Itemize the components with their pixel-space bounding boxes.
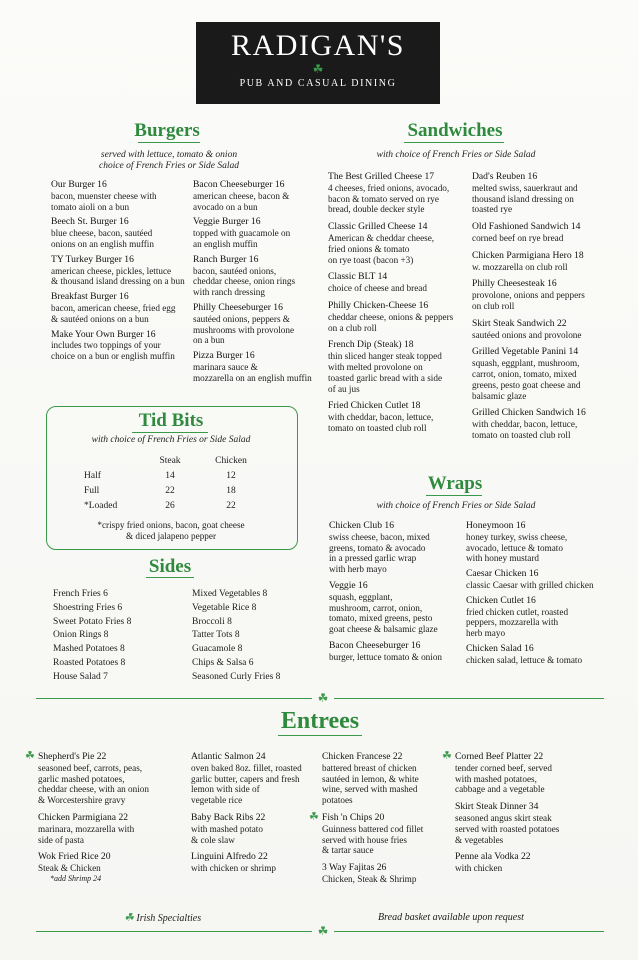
menu-item [191, 852, 331, 874]
bottom-divider-right [334, 931, 604, 932]
wraps-note: with choice of French Fries or Side Salad [376, 501, 536, 511]
menu-item-desc: honey turkey, swiss cheese, [466, 531, 568, 542]
menu-item [51, 255, 193, 287]
menu-item-desc: marinara sauce & [193, 361, 258, 372]
menu-item-desc: thousand island dressing on [472, 193, 574, 204]
menu-item-desc: with herb mayo [329, 564, 387, 575]
menu-item-desc: tomato on toasted club roll [472, 429, 571, 440]
menu-item [25, 750, 188, 806]
menu-item-desc: greens, pesto goat cheese and [472, 379, 581, 390]
menu-item-title: Veggie Burger 16 [193, 216, 261, 228]
menu-item [329, 641, 465, 663]
menu-item-desc: squash, eggplant, mushroom, [472, 358, 580, 369]
menu-item-desc: tomato aioli on a bun [51, 201, 130, 212]
menu-item-title: Shepherd's Pie 22 [38, 751, 107, 762]
menu-item-desc: with melted provolone on [328, 361, 423, 372]
menu-item-title: Grilled Chicken Sandwich 16 [472, 407, 586, 419]
side-item: French Fries 6 [53, 589, 108, 599]
menu-item-desc: with honey mustard [466, 553, 539, 564]
menu-item-desc: potatoes [322, 795, 353, 806]
menu-item-title: TY Turkey Burger 16 [51, 253, 134, 265]
menu-item-desc: served with roasted potatoes [455, 823, 560, 834]
shamrock-icon: ☘ [317, 691, 329, 705]
menu-item-desc: & Worcestershire gravy [38, 795, 126, 806]
menu-item [466, 569, 598, 591]
menu-item-title: Bacon Cheeseburger 16 [329, 639, 421, 651]
menu-item-desc: swiss cheese, bacon, mixed [329, 531, 430, 542]
menu-item [322, 752, 458, 806]
menu-item-desc: oven baked 8oz. fillet, roasted [191, 762, 302, 773]
restaurant-name: RADIGAN'S [231, 29, 405, 62]
shamrock-icon: ☘ [317, 924, 329, 938]
menu-item [472, 347, 598, 401]
entrees-heading: Entrees [280, 708, 360, 734]
menu-item-desc: thin sliced hanger steak topped [328, 351, 442, 362]
menu-item-desc: chicken salad, lettuce & tomato [466, 654, 583, 665]
shamrock-icon: ☘ [312, 62, 324, 76]
menu-item-desc: seasoned beef, carrots, peas, [38, 762, 143, 773]
menu-item [328, 401, 470, 433]
menu-item [193, 217, 315, 249]
menu-item [466, 644, 598, 666]
menu-item-desc: an english muffin [193, 238, 258, 249]
menu-item-desc: served with house fries [322, 834, 407, 845]
menu-item-title: Grilled Vegetable Panini 14 [472, 346, 579, 358]
menu-item-desc: topped with guacamole on [193, 228, 291, 239]
side-item: Tatter Tots 8 [192, 630, 240, 641]
menu-item-desc: provolone, onions and peppers [472, 290, 585, 301]
menu-item-desc: & thousand island dressing on a bun [51, 276, 185, 287]
menu-item [442, 750, 605, 795]
menu-item-desc: bread, double decker style [328, 204, 425, 215]
burgers-underline [138, 142, 200, 143]
menu-item-title: Philly Chicken-Cheese 16 [328, 299, 429, 311]
entrees-col-4 [442, 750, 605, 881]
menu-item-desc: bacon, american cheese, fried egg [51, 302, 176, 313]
logo [196, 22, 440, 104]
wraps-left-column [329, 521, 465, 669]
col-steak: Steak [159, 455, 181, 466]
sandwiches-right-column [472, 172, 598, 448]
menu-item [472, 172, 598, 215]
menu-item-desc: side of pasta [38, 834, 84, 845]
menu-item-desc: in a pressed garlic wrap [329, 553, 417, 564]
menu-item-desc: Chicken, Steak & Shrimp [322, 873, 417, 884]
menu-item-desc: bacon & tomato served on rye [328, 193, 439, 204]
menu-item-desc: fried onions & tomato [328, 243, 410, 254]
tidbits-chicken-price: 18 [226, 485, 236, 496]
menu-item-desc: avocado, lettuce & tomato [466, 542, 563, 553]
menu-item-desc: vegetable rice [191, 795, 243, 806]
sandwiches-underline [404, 142, 504, 143]
menu-item-title: Our Burger 16 [51, 179, 107, 190]
side-item: Mashed Potatoes 8 [53, 644, 125, 655]
menu-item-title: Chicken Cutlet 16 [466, 594, 536, 606]
menu-item-title: The Best Grilled Cheese 17 [328, 171, 435, 182]
tidbits-row [84, 498, 264, 513]
side-item: Seasoned Curly Fries 8 [192, 671, 281, 682]
menu-item-title: Chicken Francese 22 [322, 751, 403, 762]
menu-item-title: Ranch Burger 16 [193, 253, 259, 265]
menu-item [472, 251, 598, 273]
menu-item [455, 852, 605, 874]
menu-item [328, 172, 470, 215]
menu-item-desc: american cheese, pickles, lettuce [51, 265, 172, 276]
tidbits-underline [132, 432, 208, 433]
tidbits-steak-price: 26 [165, 500, 175, 511]
menu-item-desc: mushroom, carrot, onion, [329, 602, 423, 613]
menu-item [328, 301, 470, 333]
menu-item-title: Corned Beef Platter 22 [455, 751, 544, 762]
menu-item-title: Skirt Steak Dinner 34 [455, 801, 539, 813]
shamrock-icon: ☘ [309, 810, 319, 823]
menu-item-title: Dad's Reuben 16 [472, 171, 538, 182]
tidbits-size: Full [84, 485, 100, 496]
menu-item-desc: & tartar sauce [322, 845, 374, 856]
menu-item-desc: tender corned beef, served [455, 762, 552, 773]
menu-item-desc: burger, lettuce tomato & onion [329, 651, 443, 662]
menu-item-desc: melted swiss, sauerkraut and [472, 182, 578, 193]
menu-item-desc: & vegetables [455, 834, 504, 845]
side-item: Chips & Salsa 6 [192, 657, 254, 668]
menu-item-desc: garlic butter, capers and fresh [191, 773, 300, 784]
entrees-col-3 [309, 751, 458, 892]
menu-item-desc: avocado on a bun [193, 201, 258, 212]
side-item: Sweet Potato Fries 8 [53, 616, 132, 627]
menu-item [193, 180, 315, 212]
tidbits-row [84, 483, 264, 498]
menu-item-desc: carrot, onion, tomato, mixed [472, 368, 577, 379]
menu-item [51, 330, 193, 362]
menu-item-desc: toasted rye [472, 204, 513, 215]
menu-item-desc: on a club roll [328, 322, 377, 333]
menu-item-desc: choice of cheese and bread [328, 283, 427, 294]
menu-item-desc: tomato, mixed greens, pesto [329, 613, 433, 624]
menu-item [191, 752, 331, 806]
menu-item-title: Beech St. Burger 16 [51, 216, 129, 228]
menu-item-desc: cheddar cheese, onions & peppers [328, 311, 454, 322]
menu-item-desc: toasted garlic bread with a side [328, 372, 443, 383]
menu-item-desc: herb mayo [466, 628, 506, 639]
menu-item-desc: bacon, muenster cheese with [51, 190, 157, 201]
entrees-underline [278, 735, 362, 736]
menu-item-desc: mushrooms with provolone [193, 324, 295, 335]
menu-item-desc: American & cheddar cheese, [328, 232, 435, 243]
side-item: Broccoli 8 [192, 616, 232, 627]
menu-item-title: Caesar Chicken 16 [466, 568, 539, 580]
menu-item [193, 303, 315, 346]
menu-item-desc: mozzarella on an english muffin [193, 372, 312, 383]
menu-item-desc: sautéed in lemon, & white [322, 773, 419, 784]
menu-item-title: Linguini Alfredo 22 [191, 851, 268, 863]
wraps-underline [426, 495, 482, 496]
menu-item-title: Wok Fried Rice 20 [38, 851, 111, 863]
menu-item-desc: on rye toast (bacon +3) [328, 254, 414, 265]
menu-item-desc: with mashed potatoes, [455, 773, 537, 784]
tidbits-heading: Tid Bits [138, 410, 204, 431]
menu-item-desc: marinara, mozzarella with [38, 823, 135, 834]
menu-item [472, 319, 598, 341]
menu-item-desc: onions on an english muffin [51, 238, 154, 249]
col-chicken: Chicken [215, 455, 247, 466]
menu-item-desc: with chicken or shrimp [191, 863, 276, 874]
menu-item-desc: with mashed potato [191, 823, 263, 834]
menu-item-title: Fried Chicken Cutlet 18 [328, 400, 421, 412]
menu-item [322, 863, 458, 885]
wraps-right-column [466, 521, 598, 671]
menu-item-title: Breakfast Burger 16 [51, 291, 129, 303]
menu-item-title: Chicken Parmigiana Hero 18 [472, 249, 584, 261]
menu-item-desc: battered breast of chicken [322, 762, 417, 773]
tidbits-table [84, 453, 264, 513]
menu-item-desc: wine, served with mashed [322, 784, 418, 795]
menu-item-desc: Steak & Chicken [38, 863, 101, 874]
menu-item [51, 217, 193, 249]
tidbits-chicken-price: 22 [226, 500, 236, 511]
tidbits-size: *Loaded [84, 500, 118, 511]
menu-item [193, 351, 315, 383]
menu-item-title: 3 Way Fajitas 26 [322, 862, 387, 874]
menu-item-desc: with ranch dressing [193, 287, 265, 298]
menu-item-desc: with chicken [455, 863, 503, 874]
menu-item-title: Chicken Club 16 [329, 520, 395, 531]
menu-item-desc: sautéed onions and provolone [472, 329, 582, 340]
menu-item-desc: w. mozzarella on club roll [472, 261, 568, 272]
menu-item-title: Atlantic Salmon 24 [191, 751, 266, 762]
menu-item-title: Chicken Parmigiana 22 [38, 811, 129, 823]
side-item: Onion Rings 8 [53, 630, 109, 641]
menu-item-title: Philly Cheeseburger 16 [193, 301, 283, 313]
menu-item [51, 292, 193, 324]
bottom-divider-left [36, 931, 312, 932]
menu-item-desc: blue cheese, bacon, sautéed [51, 228, 153, 239]
tidbits-footnote: *crispy fried onions, bacon, goat cheese & diced jalapeno pepper [97, 520, 245, 541]
menu-item [472, 408, 598, 440]
menu-item [472, 279, 598, 311]
menu-item-title: Skirt Steak Sandwich 22 [472, 317, 567, 329]
menu-item-desc: garlic mashed potatoes, [38, 773, 125, 784]
tidbits-steak-price: 14 [165, 470, 175, 481]
menu-item-desc: Guinness battered cod fillet [322, 823, 424, 834]
menu-item-title: Philly Cheesesteak 16 [472, 278, 557, 290]
menu-item [329, 581, 465, 635]
burgers-note: served with lettuce, tomato & onion choice of French Fries or Side Salad [98, 150, 239, 171]
menu-item-desc: sautéed onions, peppers & [193, 313, 290, 324]
shamrock-icon: ☘ [442, 750, 452, 762]
menu-item-desc: classic Caesar with grilled chicken [466, 579, 594, 590]
menu-item-desc: tomato on toasted club roll [328, 422, 427, 433]
side-item: Guacamole 8 [192, 644, 243, 655]
menu-item-desc: seasoned angus skirt steak [455, 812, 552, 823]
shamrock-icon: ☘ [25, 750, 35, 762]
side-item: Vegetable Rice 8 [192, 602, 257, 613]
side-item: Mixed Vegetables 8 [192, 589, 268, 599]
menu-item-desc: & cole slaw [191, 834, 235, 845]
burgers-heading: Burgers [134, 120, 200, 141]
menu-item-title: Classic BLT 14 [328, 271, 388, 283]
side-item: Roasted Potatoes 8 [53, 657, 126, 668]
menu-item [38, 852, 188, 884]
menu-item-title: Classic Grilled Cheese 14 [328, 221, 428, 233]
menu-item-title: Old Fashioned Sandwich 14 [472, 221, 581, 233]
menu-item-desc: includes two toppings of your [51, 340, 161, 351]
burgers-right-column [193, 180, 315, 389]
menu-item-desc: bacon, sautéed onions, [193, 265, 277, 276]
menu-item-desc: on a bun [193, 335, 225, 346]
menu-item-desc: greens, tomato & avocado [329, 542, 426, 553]
tidbits-steak-price: 22 [165, 485, 175, 496]
menu-item-title: Make Your Own Burger 16 [51, 328, 156, 340]
menu-item [328, 340, 470, 394]
menu-item-desc: with cheddar, bacon, lettuce, [472, 419, 578, 430]
menu-item-desc: squash, eggplant, [329, 591, 393, 602]
restaurant-tagline: PUB AND CASUAL DINING [239, 78, 397, 89]
menu-item [466, 521, 598, 564]
divider-left [36, 698, 312, 699]
menu-item [329, 521, 465, 575]
menu-item-title: French Dip (Steak) 18 [328, 339, 414, 351]
menu-item [328, 222, 470, 265]
bread-basket-note: Bread basket available upon request [378, 912, 524, 923]
menu-item [51, 180, 193, 212]
burgers-left-column [51, 180, 193, 367]
menu-item-desc: goat cheese & balsamic glaze [329, 624, 438, 635]
menu-item-desc: 4 cheeses, fried onions, avocado, [328, 182, 450, 193]
menu-item-title: Fish 'n Chips 20 [322, 811, 385, 823]
menu-item [193, 255, 315, 298]
sides-right-column [192, 588, 318, 685]
sandwiches-note: with choice of French Fries or Side Salad [376, 150, 536, 160]
menu-item [309, 810, 458, 856]
menu-item [328, 272, 470, 294]
tidbits-size: Half [84, 470, 101, 481]
menu-item-title: Honeymoon 16 [466, 520, 526, 531]
menu-item-desc: with cheddar, bacon, lettuce, [328, 412, 434, 423]
shamrock-icon: ☘ [124, 912, 134, 924]
divider-right [334, 698, 604, 699]
menu-item-desc: balsamic glaze [472, 390, 527, 401]
irish-specialties-legend: ☘ Irish Specialties [124, 912, 202, 924]
menu-item-desc: cabbage and a vegetable [455, 784, 545, 795]
menu-item-desc: american cheese, bacon & [193, 190, 290, 201]
entrees-col-1 [25, 750, 188, 892]
menu-item-desc: on club roll [472, 300, 515, 311]
menu-item-desc: corned beef on rye bread [472, 232, 564, 243]
menu-item [472, 222, 598, 244]
menu-item-desc: & sautéed onions on a bun [51, 313, 149, 324]
menu-item-desc: lemon with side of [191, 784, 260, 795]
side-item: Shoestring Fries 6 [53, 602, 123, 613]
menu-item-title: Baby Back Ribs 22 [191, 811, 266, 823]
menu-item-title: Chicken Salad 16 [466, 642, 534, 654]
sandwiches-heading: Sandwiches [407, 120, 503, 141]
menu-item-title: Bacon Cheeseburger 16 [193, 179, 285, 190]
menu-item-desc: cheddar cheese, onion rings [193, 276, 296, 287]
menu-item [38, 813, 188, 845]
wraps-heading: Wraps [427, 473, 483, 494]
menu-item-desc: choice on a bun or english muffin [51, 351, 175, 362]
sandwiches-left-column [328, 172, 470, 441]
sides-underline [146, 577, 194, 578]
menu-item-extra: *add Shrimp 24 [50, 873, 102, 883]
menu-item [466, 596, 598, 639]
tidbits-chicken-price: 12 [226, 470, 236, 481]
menu-item-title: Veggie 16 [329, 579, 368, 591]
tidbits-note: with choice of French Fries or Side Salad [91, 435, 251, 445]
menu-item-title: Pizza Burger 16 [193, 350, 255, 362]
menu-item [455, 802, 605, 845]
menu-item-desc: fried chicken cutlet, roasted [466, 606, 569, 617]
menu-item-desc: of au jus [328, 383, 360, 394]
menu-item-desc: cheddar cheese, with an onion [38, 784, 149, 795]
menu-item-title: Penne ala Vodka 22 [455, 851, 531, 863]
sides-heading: Sides [148, 556, 192, 577]
sides-left-column [53, 588, 191, 685]
menu-item-desc: peppers, mozzarella with [466, 617, 559, 628]
tidbits-row [84, 468, 264, 483]
side-item: House Salad 7 [53, 671, 108, 682]
